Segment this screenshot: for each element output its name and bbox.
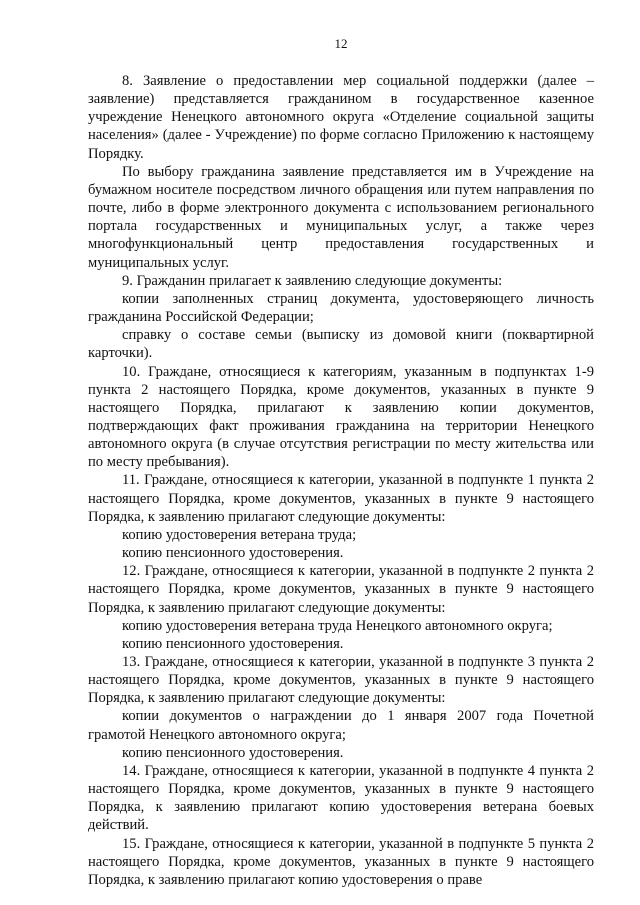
paragraph: По выбору гражданина заявление представляется им в Учреждение на бумажном носителе посредством личного обращения или путем направления по почте, либо в форме электронного документа с использованием регионального портала государственных и муниципальных услуг, а также через многофункциональный центр предоставления государственных и муниципальных услуг. bbox=[88, 163, 594, 271]
paragraph: справку о составе семьи (выписку из домовой книги (поквартирной карточки). bbox=[88, 327, 594, 362]
paragraph: копию пенсионного удостоверения. bbox=[122, 635, 344, 652]
page-number: 12 bbox=[334, 36, 348, 51]
paragraph: 8. Заявление о предоставлении мер социальной поддержки (далее – заявление) представляется гражданином в государственное казенное учреждение Ненецкого автономного округа «Отделение социальной защиты населения» (далее - Учреждение) по форме согласно Приложению к настоящему Порядку. bbox=[88, 73, 594, 162]
paragraph: 13. Граждане, относящиеся к категории, указанной в подпункте 3 пункта 2 настоящего Порядка, кроме документов, указанных в пункте 9 настоящего Порядка, к заявлению прилагают следующие документы: bbox=[88, 654, 594, 707]
paragraph: копию пенсионного удостоверения. bbox=[122, 545, 344, 562]
paragraph: 10. Граждане, относящиеся к категориям, указанным в подпунктах 1-9 пункта 2 настоящего Порядка, кроме документов, указанных в пункте 9 настоящего Порядка, прилагают к заявлению копии документов, подтверждающих факт проживания гражданина на территории Ненецкого автономного округа (в случае отсутствия регистрации по месту жительства или по месту пребывания). bbox=[88, 363, 594, 471]
paragraph: 9. Гражданин прилагает к заявлению следующие документы: bbox=[122, 272, 503, 289]
paragraph: копии заполненных страниц документа, удостоверяющего личность гражданина Российской Федерации; bbox=[88, 290, 594, 326]
paragraph: копии документов о награждении до 1 января 2007 года Почетной грамотой Ненецкого автономного округа; bbox=[88, 708, 594, 743]
document-body bbox=[88, 72, 594, 889]
paragraph: копию удостоверения ветерана труда; bbox=[122, 526, 357, 543]
paragraph: 14. Граждане, относящиеся к категории, указанной в подпункте 4 пункта 2 настоящего Порядка, кроме документов, указанных в пункте 9 настоящего Порядка, к заявлению прилагают копию удостоверения ветерана боевых действий. bbox=[88, 762, 594, 834]
paragraph: 15. Граждане, относящиеся к категории, указанной в подпункте 5 пункта 2 настоящего Порядка, кроме документов, указанных в пункте 9 настоящего Порядка, к заявлению прилагают копию удостоверения о праве bbox=[88, 835, 594, 888]
paragraph: 12. Граждане, относящиеся к категории, указанной в подпункте 2 пункта 2 настоящего Порядка, кроме документов, указанных в пункте 9 настоящего Порядка, к заявлению прилагают следующие документы: bbox=[88, 563, 594, 616]
paragraph: копию удостоверения ветерана труда Ненецкого автономного округа; bbox=[122, 617, 553, 634]
paragraph: 11. Граждане, относящиеся к категории, указанной в подпункте 1 пункта 2 настоящего Порядка, кроме документов, указанных в пункте 9 настоящего Порядка, к заявлению прилагают следующие документы: bbox=[88, 472, 594, 525]
paragraph: копию пенсионного удостоверения. bbox=[122, 744, 344, 761]
